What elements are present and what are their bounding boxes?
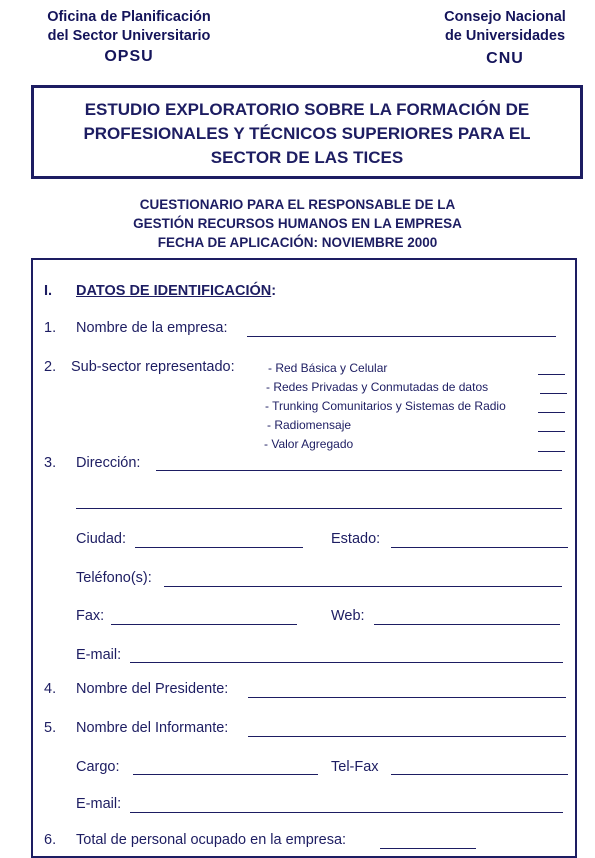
- q2-label: Sub-sector representado:: [71, 359, 235, 375]
- q5-label: Nombre del Informante:: [76, 720, 229, 736]
- q1-label: Nombre de la empresa:: [76, 320, 228, 336]
- subsector-option-5: - Valor Agregado: [264, 437, 354, 451]
- q2-number: 2.: [44, 359, 57, 375]
- q4-label: Nombre del Presidente:: [76, 681, 229, 697]
- subtitle-line1: CUESTIONARIO PARA EL RESPONSABLE DE LA: [139, 197, 456, 212]
- phone-field[interactable]: [164, 586, 562, 587]
- subsector-option-5-mark[interactable]: [538, 451, 565, 452]
- right-acronym: CNU: [486, 50, 524, 67]
- phone-label: Teléfono(s):: [76, 570, 152, 586]
- q1-number: 1.: [44, 320, 57, 336]
- subsector-option-3: - Trunking Comunitarios y Sistemas de Radio: [265, 399, 506, 413]
- right-institution-line1: Consejo Nacional: [444, 9, 566, 25]
- city-field[interactable]: [135, 547, 303, 548]
- address-field-line1[interactable]: [156, 470, 562, 471]
- questionnaire-subtitle: [0, 195, 595, 252]
- q6-number: 6.: [44, 832, 57, 848]
- q4-number: 4.: [44, 681, 57, 697]
- telfax-field[interactable]: [391, 774, 568, 775]
- q3-number: 3.: [44, 455, 57, 471]
- email2-field[interactable]: [130, 812, 563, 813]
- right-institution: [405, 8, 595, 46]
- email-field[interactable]: [130, 662, 563, 663]
- total-staff-field[interactable]: [380, 848, 476, 849]
- city-label: Ciudad:: [76, 531, 126, 547]
- informant-name-field[interactable]: [248, 736, 566, 737]
- email-label: E-mail:: [76, 647, 122, 663]
- address-field-line2[interactable]: [76, 508, 562, 509]
- subsector-option-2: - Redes Privadas y Conmutadas de datos: [266, 380, 489, 394]
- title-line3: SECTOR DE LAS TICES: [210, 148, 404, 167]
- subsector-option-1-mark[interactable]: [538, 374, 565, 375]
- position-field[interactable]: [133, 774, 318, 775]
- subtitle-line2: GESTIÓN RECURSOS HUMANOS EN LA EMPRESA: [133, 216, 462, 231]
- title-line2: PROFESIONALES Y TÉCNICOS SUPERIORES PARA EL: [83, 124, 531, 143]
- left-institution-line2: del Sector Universitario: [47, 28, 211, 44]
- position-label: Cargo:: [76, 759, 120, 775]
- president-name-field[interactable]: [248, 697, 566, 698]
- section-number: I.: [44, 283, 53, 299]
- section-title: [76, 283, 276, 299]
- title-line1: ESTUDIO EXPLORATORIO SOBRE LA FORMACIÓN DE: [84, 100, 530, 119]
- left-acronym: OPSU: [104, 48, 154, 65]
- state-field[interactable]: [391, 547, 568, 548]
- subsector-option-4-mark[interactable]: [538, 431, 565, 432]
- q3-label: Dirección:: [76, 455, 141, 471]
- company-name-field[interactable]: [247, 336, 556, 337]
- section-title-colon: :: [271, 283, 277, 299]
- left-institution: [14, 8, 244, 46]
- q5-number: 5.: [44, 720, 57, 736]
- fax-label: Fax:: [76, 608, 105, 624]
- right-institution-line2: de Universidades: [444, 28, 566, 44]
- document-title: [34, 98, 580, 170]
- subsector-option-1: - Red Básica y Celular: [268, 361, 388, 375]
- state-label: Estado:: [331, 531, 381, 547]
- fax-field[interactable]: [111, 624, 297, 625]
- section-title-text: DATOS DE IDENTIFICACIÓN: [76, 283, 272, 299]
- email2-label: E-mail:: [76, 796, 122, 812]
- subsector-option-4: - Radiomensaje: [267, 418, 352, 432]
- subsector-option-3-mark[interactable]: [538, 412, 565, 413]
- left-institution-line1: Oficina de Planificación: [47, 9, 211, 25]
- web-label: Web:: [331, 608, 365, 624]
- telfax-label: Tel-Fax: [331, 759, 379, 775]
- subsector-option-2-mark[interactable]: [540, 393, 567, 394]
- title-box: [31, 85, 583, 179]
- web-field[interactable]: [374, 624, 560, 625]
- q6-label: Total de personal ocupado en la empresa:: [76, 832, 347, 848]
- subtitle-line3: FECHA DE APLICACIÓN: NOVIEMBRE 2000: [157, 235, 438, 250]
